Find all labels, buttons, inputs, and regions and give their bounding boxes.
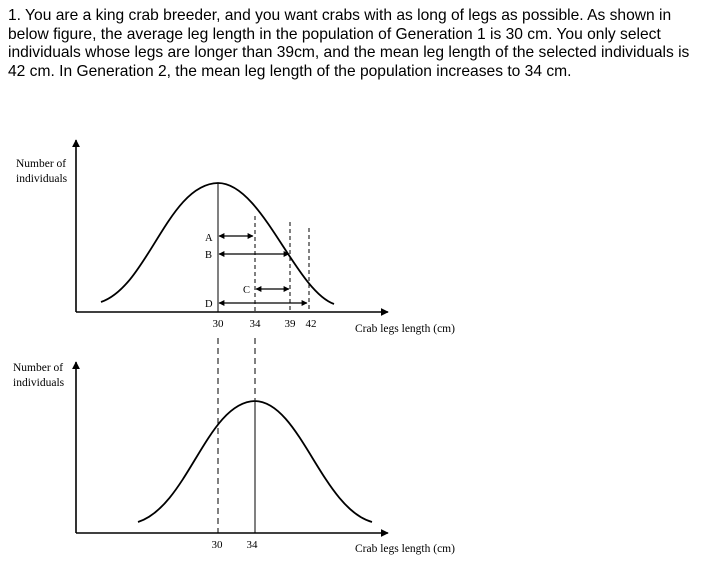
bottom-tick-34: 34 <box>246 539 258 551</box>
top-y-axis-label-line2: individuals <box>16 173 68 185</box>
top-plot <box>16 140 455 335</box>
top-tick-30: 30 <box>212 318 224 330</box>
bottom-y-axis-label-line1: Number of <box>13 362 64 374</box>
bottom-tick-30: 30 <box>211 539 223 551</box>
arrow-label-b: B <box>205 250 213 261</box>
bottom-x-axis-label: Crab legs length (cm) <box>355 543 455 555</box>
top-tick-42: 42 <box>305 318 317 330</box>
arrow-label-c: C <box>243 285 251 296</box>
top-x-axis-label: Crab legs length (cm) <box>355 323 455 335</box>
question-text: 1. You are a king crab breeder, and you want crabs with as long of legs as possible. As shown in below figure, the average leg length in the population of Generation 1 is 30 cm. You only select individuals whose legs are longer than 39cm, and the mean leg length of the selected individuals is 42 cm. In Generation 2, the mean leg length of the population increases to 34 cm. <box>8 7 690 80</box>
bottom-y-axis-label-line2: individuals <box>13 377 65 389</box>
arrow-label-a: A <box>205 233 213 244</box>
top-tick-39: 39 <box>284 318 296 330</box>
bottom-plot <box>13 362 455 555</box>
arrow-label-d: D <box>205 299 213 310</box>
top-tick-34: 34 <box>249 318 261 330</box>
top-y-axis-label-line1: Number of <box>16 158 67 170</box>
